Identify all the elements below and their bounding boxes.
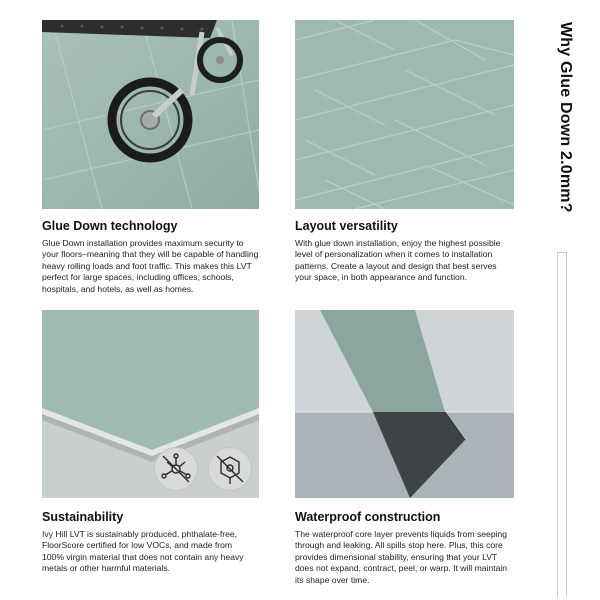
tile-edge-image	[42, 310, 259, 498]
cart-wheels-image	[42, 20, 259, 209]
feature-text-waterproof: The waterproof core layer prevents liquids from seeping through and leaking. All spills stop here. Plus, this core provides dimensional stability, ensuring that your LVT does not expand, contract, peel, or warp. It will maintain its shape over time.	[295, 529, 508, 585]
no-phthalate-icon	[155, 448, 197, 490]
side-rule	[557, 252, 567, 597]
side-title: Why Glue Down 2.0mm?	[557, 22, 574, 213]
feature-text-sustainability: Ivy Hill LVT is sustainably produced, phthalate-free, FloorScore certified for low VOCs, and made from 100% virgin material that does not contain any heavy metals or other harmful materials.	[42, 529, 244, 574]
feature-title-sustainability: Sustainability	[42, 510, 124, 524]
feature-title-layout: Layout versatility	[295, 219, 398, 233]
no-heavy-metals-icon	[209, 448, 251, 490]
herringbone-tiles-image	[295, 20, 514, 209]
feature-text-layout: With glue down installation, enjoy the highest possible level of personalization when it comes to installation patterns. Create a layout and design that best serves your space, in both appearance and function.	[295, 238, 501, 283]
feature-title-glue-down: Glue Down technology	[42, 219, 178, 233]
feature-text-glue-down: Glue Down installation provides maximum security to your floors–meaning that they will be capable of handling heavy rolling loads and foot traffic. This makes this LVT perfect for large spaces, including offices, schools, hospitals, and hotels, as well as homes.	[42, 238, 259, 294]
feature-title-waterproof: Waterproof construction	[295, 510, 441, 524]
bent-plank-image	[295, 310, 514, 498]
